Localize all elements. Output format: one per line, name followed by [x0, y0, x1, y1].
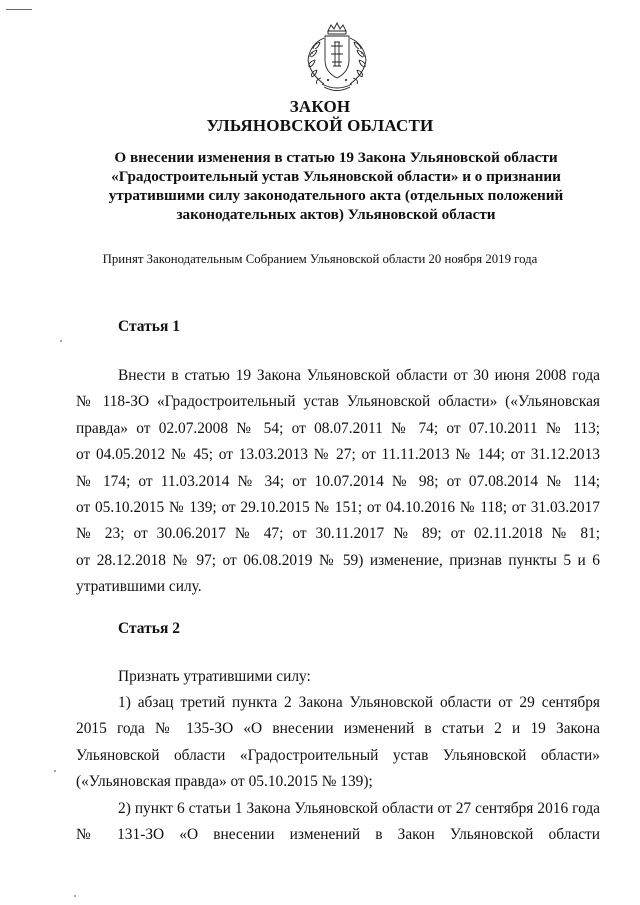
- paragraph-line: № 23; от 30.06.2017 № 47; от 30.11.2017 № 89; от 02.11.2018 № 81;: [76, 525, 600, 543]
- paragraph-line: 1) абзац третий пункта 2 Закона Ульяновской области от 29 сентября: [118, 694, 600, 711]
- scan-speck: [54, 770, 56, 772]
- law-subtitle: [96, 148, 576, 224]
- paragraph-line: № 131-ЗО «О внесении изменений в Закон Ульяновской области: [76, 826, 600, 844]
- scan-speck: [74, 895, 76, 897]
- paragraph-line: утратившими силу.: [76, 578, 202, 596]
- adoption-note: Принят Законодательным Собранием Ульяновской области 20 ноября 2019 года: [102, 252, 538, 266]
- law-title-line1: ЗАКОН: [289, 97, 351, 116]
- paragraph-line: Признать утратившими силу:: [118, 668, 311, 685]
- article-2-item-1: [76, 690, 600, 796]
- paragraph-line: от 28.12.2018 № 97; от 06.08.2019 № 59) изменение, признав пункты 5 и 6: [76, 551, 600, 569]
- law-title: [0, 97, 640, 135]
- paragraph-line: Ульяновской области «Градостроительный устав Ульяновской области»: [76, 746, 600, 764]
- paragraph-line: № 174; от 11.03.2014 № 34; от 10.07.2014 № 98; от 07.08.2014 № 114;: [76, 472, 600, 490]
- scan-speck: [60, 340, 62, 342]
- paragraph-line: 2015 года № 135-ЗО «О внесении изменений в статьи 2 и 19 Закона: [76, 720, 600, 738]
- paragraph-line: 2) пункт 6 статьи 1 Закона Ульяновской области от 27 сентября 2016 года: [118, 800, 600, 817]
- subtitle-line: О внесении изменения в статью 19 Закона Ульяновской области: [114, 149, 558, 166]
- paragraph-line: от 04.05.2012 № 45; от 13.03.2013 № 27; от 11.11.2013 № 144; от 31.12.2013: [76, 446, 600, 464]
- article-2-item-2: [76, 796, 600, 849]
- coat-of-arms-emblem: [298, 22, 376, 96]
- paragraph-line: № 118-ЗО «Градостроительный устав Ульяновской области» («Ульяновская: [76, 393, 600, 411]
- paragraph-line: от 05.10.2015 № 139; от 29.10.2015 № 151; от 04.10.2016 № 118; от 31.03.2017: [76, 498, 600, 516]
- scan-corner-mark: [6, 9, 32, 10]
- law-title-line2: УЛЬЯНОВСКОЙ ОБЛАСТИ: [206, 116, 434, 135]
- subtitle-line: утратившими силу законодательного акта (отдельных положений: [108, 187, 564, 204]
- article-1-body: [76, 363, 600, 601]
- subtitle-line: законодательных актов) Ульяновской области: [176, 206, 496, 223]
- article-2-heading: Статья 2: [118, 620, 180, 637]
- paragraph-line: («Ульяновская правда» от 05.10.2015 № 139);: [76, 773, 373, 791]
- paragraph-line: Внести в статью 19 Закона Ульяновской области от 30 июня 2008 года: [118, 367, 600, 384]
- paragraph-line: правда» от 02.07.2008 № 54; от 08.07.2011 № 74; от 07.10.2011 № 113;: [76, 419, 600, 437]
- subtitle-line: «Градостроительный устав Ульяновской области» и о признании: [111, 168, 561, 185]
- article-1-heading: Статья 1: [118, 318, 180, 335]
- article-2-intro: [76, 664, 600, 690]
